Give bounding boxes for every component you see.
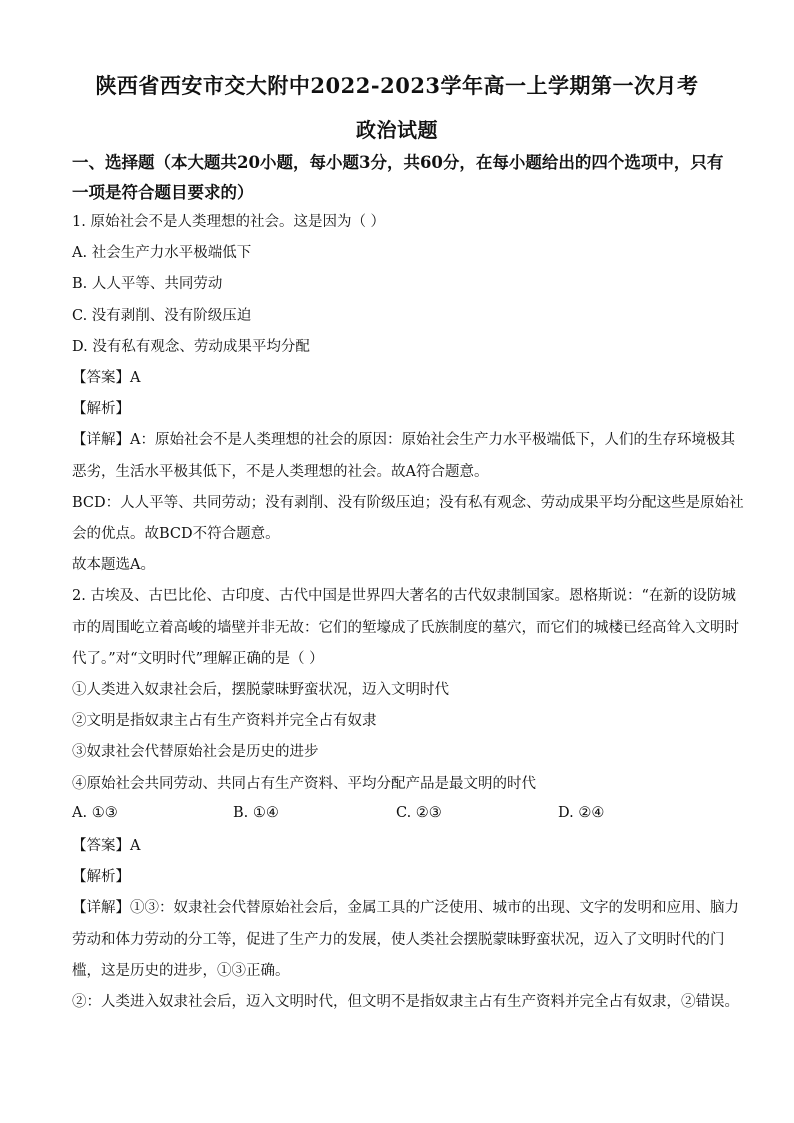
- q2-statement-2: ②文明是指奴隶主占有生产资料并完全占有奴隶: [72, 713, 377, 729]
- q1-stem: 1. 原始社会不是人类理想的社会。这是因为（ ）: [72, 214, 386, 230]
- q1-option-a: A. 社会生产力水平极端低下: [72, 245, 252, 261]
- q2-option-b: B. ①④: [233, 805, 279, 821]
- q2-stem-line-1: 2. 古埃及、古巴比伦、古印度、古代中国是世界四大著名的古代奴隶制国家。恩格斯说：“在新的设防城: [72, 588, 736, 604]
- q2-option-c: C. ②③: [396, 805, 442, 821]
- q2-detail-line-3: 槛，这是历史的进步，①③正确。: [72, 963, 290, 979]
- page-title: 陕西省西安市交大附中2022-2023学年高一上学期第一次月考: [95, 73, 699, 98]
- q2-option-d: D. ②④: [558, 805, 605, 821]
- q1-analysis-label: 【解析】: [72, 401, 130, 417]
- q1-detail-line-2: 恶劣，生活水平极其低下，不是人类理想的社会。故A符合题意。: [72, 464, 489, 480]
- section-heading: [72, 148, 732, 208]
- q2-statement-1: ①人类进入奴隶社会后，摆脱蒙昧野蛮状况，迈入文明时代: [72, 682, 449, 698]
- q1-detail-line-3: BCD：人人平等、共同劳动；没有剥削、没有阶级压迫；没有私有观念、劳动成果平均分配这些是原始社: [72, 495, 744, 511]
- q1-detail-line-4: 会的优点。故BCD不符合题意。: [72, 526, 280, 542]
- q2-detail-line-2: 劳动和体力劳动的分工等，促进了生产力的发展，使人类社会摆脱蒙昧野蛮状况，迈入了文明时代的门: [72, 932, 725, 948]
- q1-option-d: D. 没有私有观念、劳动成果平均分配: [72, 339, 310, 355]
- q2-statement-4: ④原始社会共同劳动、共同占有生产资料、平均分配产品是最文明的时代: [72, 776, 536, 792]
- q1-option-c: C. 没有剥削、没有阶级压迫: [72, 308, 252, 324]
- q2-option-a: A. ①③: [72, 805, 118, 821]
- q2-options-row: [72, 805, 732, 825]
- section-heading-line-1: 一、选择题（本大题共20小题，每小题3分，共60分，在每小题给出的四个选项中，只有: [72, 153, 724, 172]
- q2-answer: 【答案】A: [72, 838, 141, 854]
- q2-analysis-label: 【解析】: [72, 869, 130, 885]
- section-heading-line-2: 一项是符合题目要求的）: [72, 183, 254, 202]
- q2-stem-line-2: 市的周围屹立着高峻的墙壁并非无故：它们的堑壕成了氏族制度的墓穴，而它们的城楼已经高耸入文明时: [72, 620, 739, 636]
- q1-answer: 【答案】A: [72, 370, 141, 386]
- q1-option-b: B. 人人平等、共同劳动: [72, 276, 223, 292]
- q2-detail-line-4: ②：人类进入奴隶社会后，迈入文明时代，但文明不是指奴隶主占有生产资料并完全占有奴隶，②错误。: [72, 994, 739, 1010]
- q2-stem-line-3: 代了。”对“文明时代”理解正确的是（ ）: [72, 651, 324, 667]
- q1-conclusion: 故本题选A。: [72, 557, 155, 573]
- q2-detail-line-1: 【详解】①③：奴隶社会代替原始社会后，金属工具的广泛使用、城市的出现、文字的发明和应用、脑力: [72, 900, 739, 916]
- q1-detail-line-1: 【详解】A：原始社会不是人类理想的社会的原因：原始社会生产力水平极端低下，人们的生存环境极其: [72, 432, 735, 448]
- page-subtitle: 政治试题: [356, 118, 438, 142]
- q2-statement-3: ③奴隶社会代替原始社会是历史的进步: [72, 744, 319, 760]
